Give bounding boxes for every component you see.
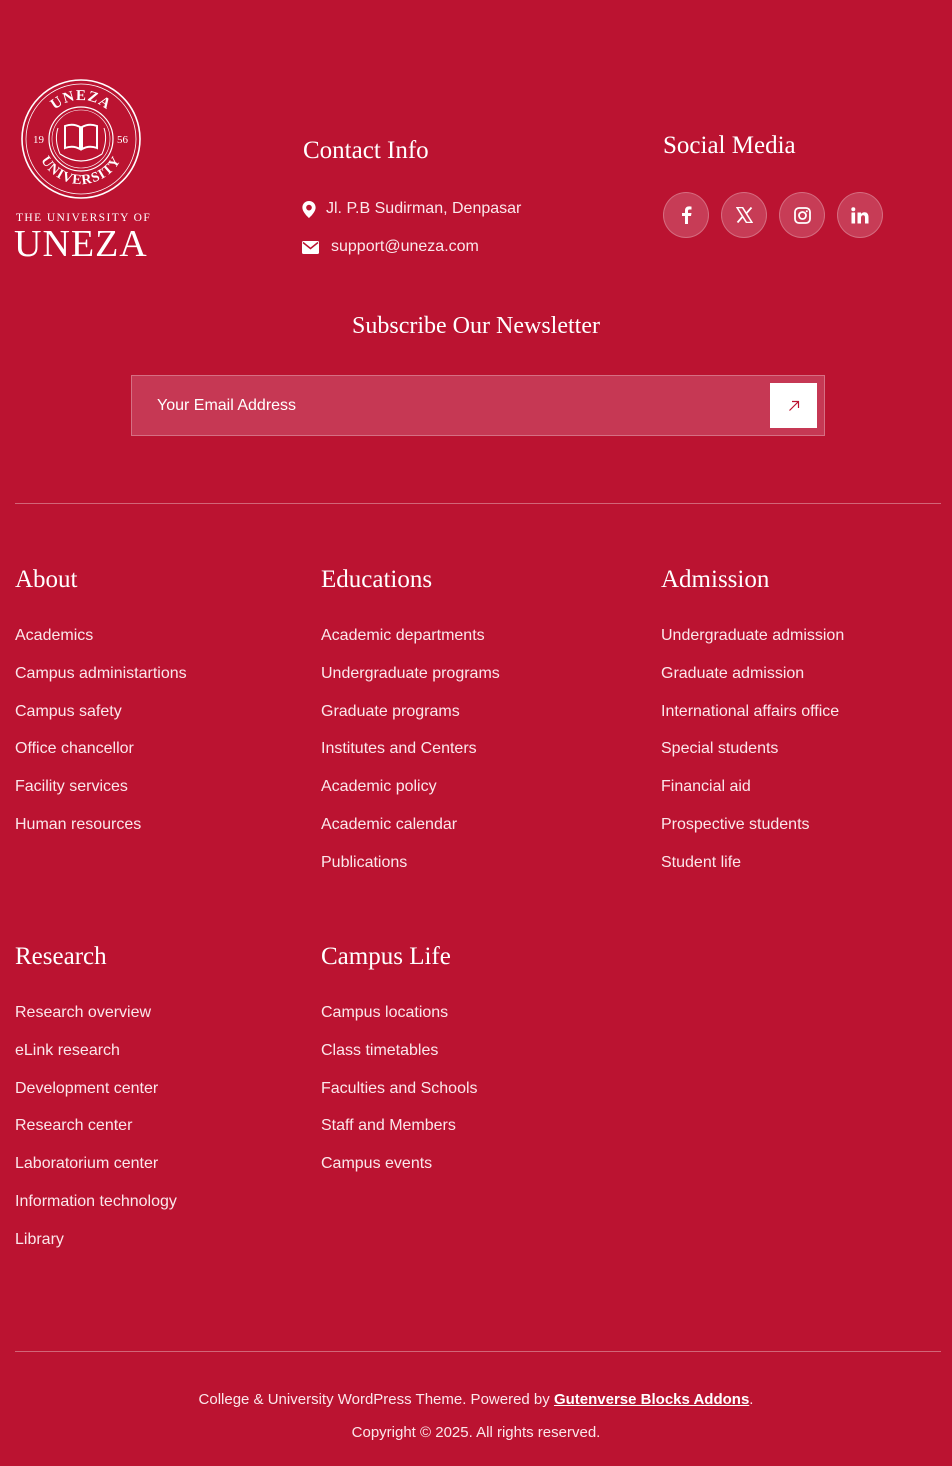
social-heading: Social Media: [663, 132, 796, 159]
about-column: [15, 566, 187, 853]
footer-link[interactable]: Laboratorium center: [15, 1155, 159, 1173]
footer-link[interactable]: Student life: [661, 853, 742, 871]
credit-prefix: College & University WordPress Theme. Powered by: [198, 1391, 554, 1408]
university-logo[interactable]: [14, 78, 152, 263]
footer-link[interactable]: Undergraduate admission: [661, 627, 845, 644]
logo-subtitle: THE UNIVERSITY OF: [16, 212, 152, 224]
footer-link[interactable]: Campus safety: [15, 702, 122, 720]
research-column: [15, 943, 177, 1268]
footer-link[interactable]: Campus locations: [321, 1004, 449, 1021]
research-links: [15, 1003, 177, 1268]
x-button[interactable]: [721, 192, 767, 238]
footer-link[interactable]: eLink research: [15, 1041, 120, 1059]
instagram-icon: [794, 207, 811, 224]
footer-link[interactable]: Human resources: [15, 815, 142, 833]
educations-column: [321, 566, 500, 891]
footer-link[interactable]: Special students: [661, 740, 779, 758]
credit-suffix: .: [749, 1391, 754, 1408]
section-divider: [15, 503, 941, 504]
admission-heading: Admission: [661, 566, 770, 593]
footer-link[interactable]: Campus events: [321, 1155, 433, 1173]
facebook-button[interactable]: [663, 192, 709, 238]
educations-links: [321, 626, 500, 891]
footer-link[interactable]: Development center: [15, 1079, 159, 1097]
footer-link[interactable]: Academics: [15, 627, 94, 644]
newsletter-form: [131, 375, 825, 436]
footer-link[interactable]: Undergraduate programs: [321, 664, 500, 682]
bottom-divider: [15, 1351, 941, 1352]
admission-column: [661, 566, 844, 891]
admission-links: [661, 626, 844, 891]
footer-link[interactable]: Academic calendar: [321, 815, 458, 833]
university-seal-icon: [20, 78, 142, 200]
footer-link[interactable]: Facility services: [15, 778, 128, 796]
linkedin-icon: [851, 207, 869, 224]
gutenverse-link[interactable]: Gutenverse Blocks Addons: [553, 1391, 750, 1408]
footer-link[interactable]: Publications: [321, 853, 408, 871]
email-input[interactable]: [132, 376, 762, 435]
about-heading: About: [15, 566, 78, 593]
footer-link[interactable]: Academic policy: [321, 778, 437, 796]
contact-address-text: Jl. P.B Sudirman, Denpasar: [326, 200, 522, 217]
copyright: Copyright © 2025. All rights reserved.: [351, 1424, 601, 1441]
footer-link[interactable]: Campus administartions: [15, 664, 187, 682]
envelope-icon: [302, 241, 319, 254]
social-links: [663, 192, 883, 238]
subscribe-button[interactable]: [770, 383, 817, 428]
footer-link[interactable]: Prospective students: [661, 815, 810, 833]
footer-link[interactable]: Academic departments: [321, 627, 485, 644]
campus-life-column: [321, 943, 478, 1192]
campus-life-links: [321, 1003, 478, 1192]
footer-link[interactable]: Graduate programs: [321, 702, 460, 720]
seal-year-right: 56: [117, 134, 128, 146]
seal-top-text: UNEZA: [47, 87, 115, 114]
footer-link[interactable]: Information technology: [15, 1192, 177, 1210]
seal-bottom-text: UNIVERSITY: [37, 153, 125, 189]
footer-link[interactable]: Library: [15, 1230, 64, 1248]
contact-address: [302, 200, 521, 218]
logo-name: UNEZA: [14, 223, 148, 265]
about-links: [15, 626, 187, 853]
educations-heading: Educations: [321, 566, 433, 593]
footer-link[interactable]: International affairs office: [661, 702, 840, 720]
footer-link[interactable]: Class timetables: [321, 1041, 439, 1059]
contact-email-text[interactable]: support@uneza.com: [331, 238, 479, 255]
research-heading: Research: [15, 943, 107, 970]
footer-link[interactable]: Staff and Members: [321, 1117, 456, 1135]
footer-link[interactable]: Faculties and Schools: [321, 1079, 478, 1097]
map-pin-icon: [302, 201, 316, 218]
footer-link[interactable]: Office chancellor: [15, 740, 134, 758]
linkedin-button[interactable]: [837, 192, 883, 238]
seal-year-left: 19: [33, 134, 44, 146]
newsletter-heading: Subscribe Our Newsletter: [352, 313, 600, 339]
campus-life-heading: Campus Life: [321, 943, 451, 970]
footer-link[interactable]: Financial aid: [661, 778, 751, 796]
facebook-icon: [681, 206, 692, 224]
footer-link[interactable]: Research center: [15, 1117, 133, 1135]
footer-link[interactable]: Graduate admission: [661, 664, 805, 682]
x-icon: [736, 207, 753, 223]
contact-email[interactable]: [302, 238, 479, 256]
contact-heading: Contact Info: [303, 137, 429, 164]
svg-text:UNEZA: [48, 88, 114, 113]
footer-link[interactable]: Research overview: [15, 1004, 152, 1021]
footer-link[interactable]: Institutes and Centers: [321, 740, 477, 758]
credit-line: [0, 1391, 952, 1408]
arrow-up-right-icon: [788, 400, 800, 412]
instagram-button[interactable]: [779, 192, 825, 238]
